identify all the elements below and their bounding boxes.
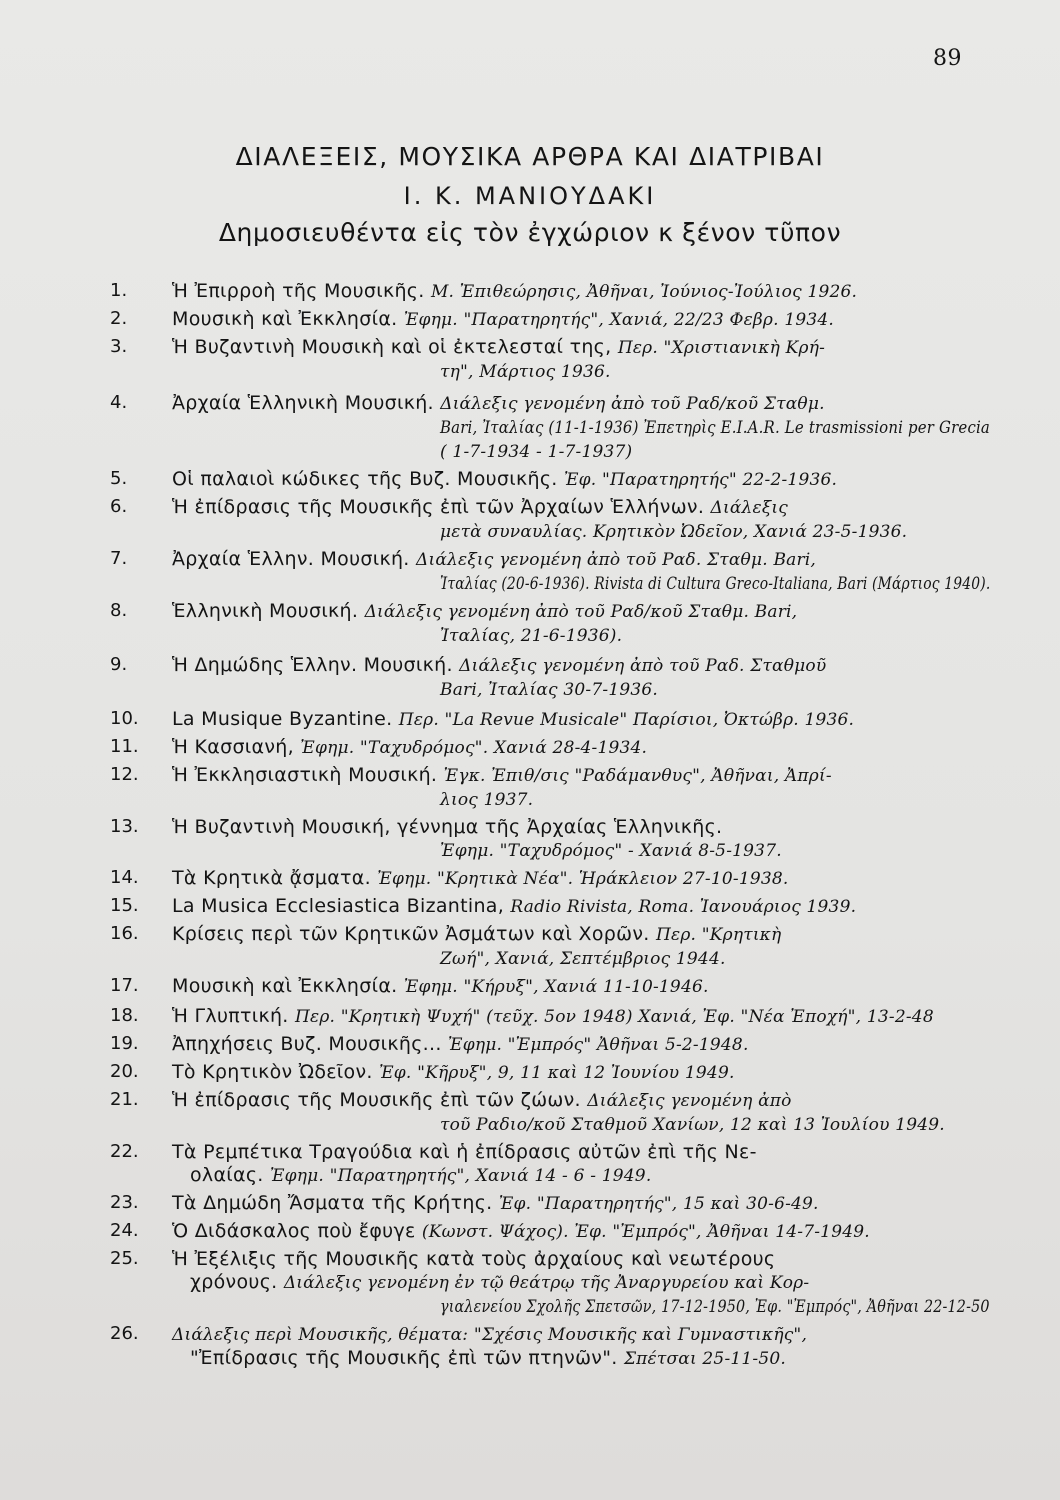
- item-line: [440, 360, 990, 384]
- item-line: [172, 923, 990, 947]
- item-source: Περ. "Κρητικὴ: [655, 925, 782, 945]
- item-source: Ζωή", Χανιά, Σεπτέμβριος 1944.: [440, 949, 726, 969]
- item-source: Διάλεξις: [710, 498, 788, 518]
- item-line: [172, 1033, 990, 1057]
- item-line: [172, 600, 990, 624]
- item-source: Περ. "Χριστιανικὴ Κρή-: [617, 338, 826, 358]
- item-source: Διάλεξις γενομένη ἀπὸ τοῦ Ραδ/κοῦ Σταθμ. Bari,: [364, 602, 798, 622]
- item-number: 25.: [110, 1248, 139, 1269]
- list-item: [110, 1192, 990, 1216]
- item-number: 21.: [110, 1089, 139, 1110]
- item-source: τοῦ Ραδιο/κοῦ Σταθμοῦ Χανίων, 12 καὶ 13 Ἰουλίου 1949.: [440, 1115, 945, 1135]
- item-number: 17.: [110, 975, 139, 996]
- item-line: [172, 392, 990, 416]
- item-source: Bari, Ἰταλίας (11-1-1936) Ἐπετηρὶς E.I.A.R. Le trasmissioni per Grecia: [440, 418, 991, 438]
- item-line: [440, 440, 990, 464]
- item-title: Ἀρχαία Ἑλληνικὴ Μουσική.: [172, 392, 434, 414]
- item-line: [440, 1113, 990, 1137]
- list-item: [110, 1141, 990, 1188]
- document-title: ΔΙΑΛΕΞΕΙΣ, ΜΟΥΣΙΚΑ ΑΡΘΡΑ ΚΑΙ ΔΙΑΤΡΙΒΑΙ: [235, 142, 825, 171]
- item-title: Ἡ Βυζαντινὴ Μουσικὴ καὶ οἱ ἐκτελεσταί της,: [172, 336, 612, 358]
- item-source: Ἐφημ. "Κήρυξ", Χανιά 11-10-1946.: [403, 977, 709, 997]
- item-title: Ἀπηχήσεις Βυζ. Μουσικῆς...: [172, 1033, 442, 1055]
- item-line: [172, 308, 990, 332]
- item-source: τη", Μάρτιος 1936.: [440, 362, 611, 382]
- item-source: Ἐφ. "Κῆρυξ", 9, 11 καὶ 12 Ἰουνίου 1949.: [379, 1063, 735, 1083]
- item-line: [440, 947, 990, 971]
- item-line: [172, 468, 990, 492]
- document-subtitle: Δημοσιευθέντα εἰς τὸν ἐγχώριον κ ξένον τῦπον: [218, 218, 842, 247]
- item-line: [172, 1323, 990, 1347]
- item-source: (Κωνστ. Ψάχος). Ἐφ. "Ἐμπρός", Ἀθῆναι 14-7-1949.: [421, 1222, 870, 1242]
- list-item: [110, 764, 990, 812]
- item-line: [172, 1061, 990, 1085]
- list-item: [110, 923, 990, 971]
- list-item: [110, 708, 990, 732]
- item-source: Ἐφημ. "Παρατηρητής", Χανιά 14 - 6 - 1949.: [269, 1166, 652, 1186]
- item-line: [172, 867, 990, 891]
- item-title: Κρίσεις περὶ τῶν Κρητικῶν Ἀσμάτων καὶ Χορῶν.: [172, 923, 650, 945]
- item-title: Ἑλληνικὴ Μουσική.: [172, 600, 359, 622]
- item-number: 7.: [110, 548, 128, 569]
- item-number: 18.: [110, 1005, 139, 1026]
- item-line: [440, 572, 991, 596]
- item-number: 23.: [110, 1192, 139, 1213]
- item-number: 11.: [110, 736, 139, 757]
- item-line: [172, 336, 990, 360]
- item-source: Διάλεξις γενομένη ἀπὸ τοῦ Ραδ. Σταθμ. Bari,: [416, 550, 817, 570]
- item-source: Ἰταλίας (20-6-1936). Rivista di Cultura Greco-Italiana, Bari (Μάρτιος 1940).: [440, 574, 991, 594]
- item-source: Ἐφημ. "Ταχυδρόμος". Χανιά 28-4-1934.: [300, 738, 648, 758]
- item-number: 14.: [110, 867, 139, 888]
- item-title: Μουσικὴ καὶ Ἐκκλησία.: [172, 975, 398, 997]
- item-number: 3.: [110, 336, 128, 357]
- item-number: 16.: [110, 923, 139, 944]
- list-item: [110, 975, 990, 999]
- item-title: Ὁ Διδάσκαλος ποὺ ἔφυγε: [172, 1220, 416, 1242]
- item-number: 24.: [110, 1220, 139, 1241]
- item-number: 8.: [110, 600, 128, 621]
- item-title: Ἡ Ἐκκλησιαστικὴ Μουσική.: [172, 764, 438, 786]
- item-source: Ἰταλίας, 21-6-1936).: [440, 626, 623, 646]
- item-source: Radio Rivista, Roma. Ἰανουάριος 1939.: [510, 897, 857, 917]
- list-item: [110, 496, 990, 544]
- item-source: Σπέτσαι 25-11-50.: [623, 1349, 786, 1369]
- item-number: 26.: [110, 1323, 139, 1344]
- item-line: [172, 708, 990, 732]
- item-line: [172, 548, 990, 572]
- item-line: [172, 736, 990, 760]
- item-title: Ἡ Ἐξέλιξις τῆς Μουσικῆς κατὰ τοὺς ἀρχαίους καὶ νεωτέρους: [172, 1248, 776, 1270]
- item-number: 13.: [110, 816, 139, 837]
- item-title: Οἱ παλαιοὶ κώδικες τῆς Βυζ. Μουσικῆς.: [172, 468, 558, 490]
- item-line: [190, 1164, 990, 1188]
- item-source: λιος 1937.: [440, 790, 534, 810]
- item-number: 15.: [110, 895, 139, 916]
- item-title: Τὰ Δημώδη Ἄσματα τῆς Κρήτης.: [172, 1192, 493, 1214]
- item-number: 5.: [110, 468, 128, 489]
- item-title: "Ἐπίδρασις τῆς Μουσικῆς ἐπὶ τῶν πτηνῶν".: [190, 1347, 618, 1369]
- list-item: [110, 1061, 990, 1085]
- item-source: γιαλενείου Σχολῆς Σπετσῶν, 17-12-1950, Ἐφ. "Ἐμπρός", Ἀθῆναι 22-12-50: [440, 1297, 990, 1317]
- item-line: [172, 1005, 990, 1029]
- item-source: Ἐφημ. "Κρητικὰ Νέα". Ἡράκλειον 27-10-1938.: [377, 869, 789, 889]
- item-title: Ἀρχαία Ἑλλην. Μουσική.: [172, 548, 410, 570]
- item-line: [440, 416, 991, 440]
- item-line: [440, 839, 990, 863]
- item-line: [172, 764, 990, 788]
- item-title: Τὰ Ρεμπέτικα Τραγούδια καὶ ἡ ἐπίδρασις αὐτῶν ἐπὶ τῆς Νε-: [172, 1141, 757, 1163]
- list-item: [110, 1248, 990, 1319]
- item-line: [172, 654, 990, 678]
- item-line: [172, 816, 990, 839]
- list-item: [110, 895, 990, 919]
- item-title: Ἡ Γλυπτική.: [172, 1005, 289, 1027]
- item-line: [440, 520, 990, 544]
- item-number: 19.: [110, 1033, 139, 1054]
- item-title: Τὸ Κρητικὸν Ὠδεῖον.: [172, 1061, 373, 1083]
- item-title: Ἡ ἐπίδρασις τῆς Μουσικῆς ἐπὶ τῶν ζώων.: [172, 1089, 581, 1111]
- item-line: [172, 280, 990, 304]
- item-source: Ἐφ. "Παρατηρητής", 15 καὶ 30-6-49.: [498, 1194, 819, 1214]
- item-number: 22.: [110, 1141, 139, 1162]
- item-title: Τὰ Κρητικὰ ᾄσματα.: [172, 867, 371, 889]
- list-item: [110, 736, 990, 760]
- list-item: [110, 548, 990, 596]
- item-line: [440, 678, 990, 702]
- item-line: [440, 1295, 990, 1319]
- item-number: 2.: [110, 308, 128, 329]
- list-item: [110, 468, 990, 492]
- list-item: [110, 308, 990, 332]
- list-item: [110, 392, 990, 464]
- list-item: [110, 280, 990, 304]
- item-number: 20.: [110, 1061, 139, 1082]
- item-line: [172, 975, 990, 999]
- item-source: Περ. "Κρητικὴ Ψυχή" (τεῦχ. 5ον 1948) Χανιά, Ἐφ. "Νέα Ἐποχή", 13-2-48: [294, 1007, 934, 1027]
- publication-list: [110, 280, 990, 1375]
- item-source: Διάλεξις γενομένη ἀπὸ τοῦ Ραδ. Σταθμοῦ: [459, 656, 827, 676]
- item-source: ( 1-7-1934 - 1-7-1937): [440, 442, 633, 462]
- item-number: 12.: [110, 764, 139, 785]
- item-title: Μουσικὴ καὶ Ἐκκλησία.: [172, 308, 398, 330]
- item-title: Ἡ ἐπίδρασις τῆς Μουσικῆς ἐπὶ τῶν Ἀρχαίων Ἑλλήνων.: [172, 496, 705, 518]
- list-item: [110, 867, 990, 891]
- item-source: Ἐφημ. "Παρατηρητής", Χανιά, 22/23 Φεβρ. 1934.: [403, 310, 835, 330]
- list-item: [110, 654, 990, 702]
- item-source: Ἐφ. "Παρατηρητής" 22-2-1936.: [563, 470, 838, 490]
- item-title: Ἡ Δημώδης Ἑλλην. Μουσική.: [172, 654, 453, 676]
- item-line: [172, 1220, 990, 1244]
- item-line: [172, 1089, 990, 1113]
- list-item: [110, 1220, 990, 1244]
- item-line: [440, 788, 990, 812]
- list-item: [110, 600, 990, 648]
- item-source: Μ. Ἐπιθεώρησις, Ἀθῆναι, Ἰούνιος-Ἰούλιος 1926.: [430, 282, 858, 302]
- item-source: Περ. "La Revue Musicale" Παρίσιοι, Ὀκτώβρ. 1936.: [398, 710, 855, 730]
- item-line: [172, 496, 990, 520]
- item-number: 6.: [110, 496, 128, 517]
- item-source: Ἐγκ. Ἐπιθ/σις "Ραδάμανθυς", Ἀθῆναι, Ἀπρί-: [443, 766, 832, 786]
- item-source: μετὰ συναυλίας. Κρητικὸν Ὠδεῖον, Χανιά 23-5-1936.: [440, 522, 908, 542]
- item-number: 4.: [110, 392, 128, 413]
- item-number: 1.: [110, 280, 128, 301]
- item-line: [190, 1347, 990, 1371]
- list-item: [110, 1005, 990, 1029]
- page-number: 89: [933, 46, 962, 71]
- item-title: Ἡ Ἐπιρροὴ τῆς Μουσικῆς.: [172, 280, 425, 302]
- item-source: Διάλεξις γενομένη ἐν τῷ θεάτρῳ τῆς Ἀναργυρείου καὶ Κορ-: [283, 1273, 810, 1293]
- item-title: χρόνους.: [190, 1271, 278, 1293]
- document-author: Ι. Κ. ΜΑΝΙΟΥΔΑΚΙ: [403, 182, 657, 210]
- item-title: Ἡ Κασσιανή,: [172, 736, 294, 758]
- item-source: Διάλεξις γενομένη ἀπὸ: [587, 1091, 792, 1111]
- item-title: Ἡ Βυζαντινὴ Μουσική, γέννημα τῆς Ἀρχαίας Ἑλληνικῆς.: [172, 816, 723, 838]
- item-source: Bari, Ἰταλίας 30-7-1936.: [440, 680, 658, 700]
- item-source: Διάλεξις περὶ Μουσικῆς, θέματα: "Σχέσις Μουσικῆς καὶ Γυμναστικῆς",: [172, 1325, 808, 1345]
- list-item: [110, 1323, 990, 1371]
- item-source: Ἐφημ. "Ἐμπρός" Ἀθῆναι 5-2-1948.: [448, 1035, 749, 1055]
- item-source: Ἐφημ. "Ταχυδρόμος" - Χανιά 8-5-1937.: [440, 841, 782, 861]
- item-title: ολαίας.: [190, 1164, 264, 1186]
- list-item: [110, 336, 990, 384]
- item-line: [172, 1141, 990, 1164]
- list-item: [110, 1033, 990, 1057]
- item-line: [190, 1271, 990, 1295]
- list-item: [110, 816, 990, 863]
- item-number: 9.: [110, 654, 128, 675]
- list-item: [110, 1089, 990, 1137]
- item-line: [172, 895, 990, 919]
- item-line: [440, 624, 990, 648]
- item-title: La Musique Byzantine.: [172, 708, 393, 730]
- item-line: [172, 1248, 990, 1271]
- item-number: 10.: [110, 708, 139, 729]
- item-line: [172, 1192, 990, 1216]
- item-title: La Musica Ecclesiastica Bizantina,: [172, 895, 505, 917]
- item-source: Διάλεξις γενομένη ἀπὸ τοῦ Ραδ/κοῦ Σταθμ.: [440, 394, 825, 414]
